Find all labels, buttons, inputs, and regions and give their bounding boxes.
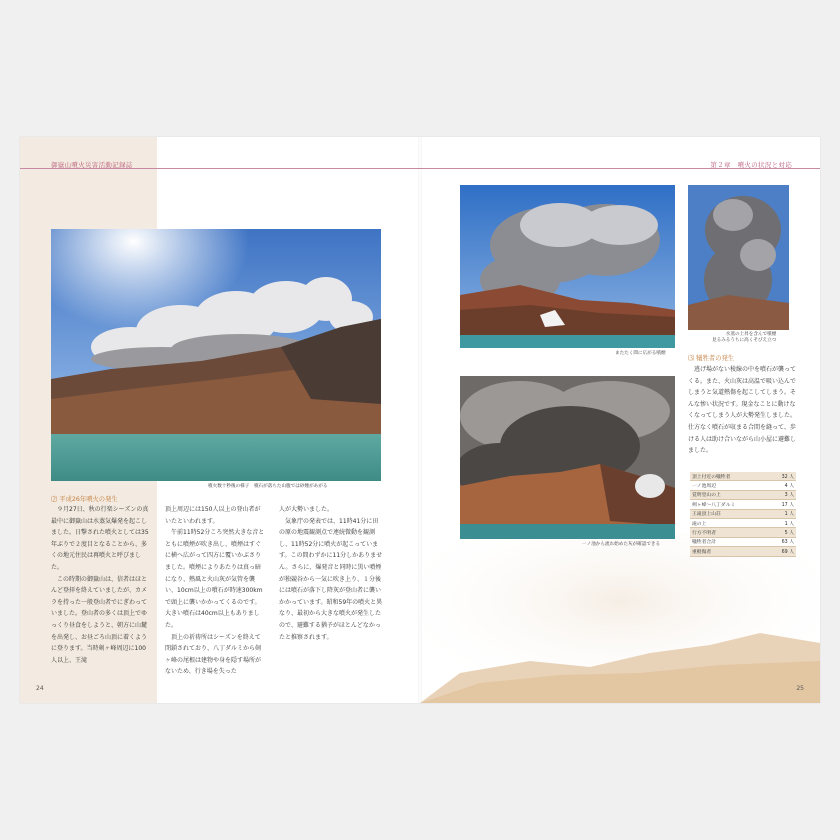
table-cell-value: 3 人 (769, 490, 796, 499)
table-cell-label: 剣ヶ峰～八丁ダルミ (690, 500, 769, 509)
table-cell-label: 覚明堂山の上 (690, 490, 769, 499)
eruption-main-photo (51, 229, 381, 481)
left-page (20, 137, 420, 703)
rising-plume-photo (688, 185, 789, 330)
paragraph: この時期の御嶽山は、信者はほとんど登拝を終えていましたが、カメラを持った一般登山者でにぎわっていました。登山者の多くは頂上でゆっくり昼食をしようと、朝方に山麓を出発し、お昼ごろ山頂に着くように登ります。当時剣ヶ峰周辺に100人以上、王滝 (51, 575, 148, 664)
paragraph: 逃げ場がない稜線の中を噴石が襲ってくる。また、火山灰は高温で吸い込んでしまうと気道熱傷を起こしてしまう。そんな惨い状況です。現金なことに動けなくなってしまう人が大勢発生しました。仕方なく噴石が収まる合間を縫って、歩ける人は助け合いながら山小屋に避難しました。 (688, 366, 797, 455)
running-header-left: 御嶽山噴火災害活動記録誌 (51, 161, 133, 169)
table-cell-value: 17 人 (769, 500, 796, 509)
paragraph: 頂上の祈祷所はシーズンを終えて閉鎖されており、八丁ダルミから剣ヶ峰の尾根は建物や身を隠す場所がないため、行き場を失った (165, 633, 262, 676)
table-cell-label: 頂上付近の犠牲者 (690, 472, 769, 481)
table-row (690, 537, 796, 546)
page-number-right: 25 (796, 685, 804, 692)
table-cell-label: 行方不明者 (690, 528, 769, 537)
casualty-table (690, 472, 796, 557)
section-heading-eruption: ⑵ 平成26年噴火の発生 (51, 496, 118, 503)
page-number-left: 24 (36, 685, 44, 692)
ash-flow-photo (460, 376, 675, 539)
section-heading-victims: ⑶ 犠牲者の発生 (688, 355, 735, 362)
table-cell-value: 5 人 (769, 528, 796, 537)
table-row (690, 547, 796, 556)
paragraph: ９月27日、秋の行楽シーズンの真最中に御嶽山は水蒸気爆発を起こしました。日撃された噴火としては35年ぶりで２度目となることから、多くの地元住民は再噴火と呼びました。 (51, 506, 149, 571)
table-cell-value: 69 人 (769, 547, 796, 556)
table-cell-value: 63 人 (769, 537, 796, 546)
book-spread (20, 137, 820, 703)
table-row (690, 509, 796, 518)
mountain-background-art (420, 533, 820, 703)
body-column-3 (279, 504, 383, 643)
table-cell-label: 犠牲者合計 (690, 537, 769, 546)
table-cell-value: 1 人 (769, 509, 796, 518)
body-column-1 (51, 504, 151, 666)
right-page (420, 137, 820, 703)
paragraph: 人が大勢いました。 (279, 506, 334, 513)
plume-photo-caption: 水蒸の上昇を含んで噴煙 見るみるうちに高くそびえ立つ (712, 332, 777, 343)
table-cell-label: 王滝頂上山荘 (690, 509, 769, 518)
table-cell-value: 1 人 (769, 518, 796, 527)
running-header-right: 第２章 噴火の状況と対応 (710, 161, 792, 169)
table-cell-value: 32 人 (769, 472, 796, 481)
table-row (690, 500, 796, 509)
table-cell-label: 滝の上 (690, 518, 769, 527)
paragraph: 頂上周辺には150人以上の登山者がいたといわれます。 (165, 506, 261, 525)
table-row (690, 518, 796, 527)
paragraph: 気象庁の発表では、11時41分に田の原の地震観測点で連続微動を観測し、11時52分に噴火が起こっています。この間わずかに11分しかありません。さらに、爆発音と同時に黒い噴煙が独競谷から一気に吹き上り、１分後には噴石が落下し降灰が登山者に襲いかかっています。昭和59年の噴火と異なり、最初から大きな噴火が発生したので、避難する猶予がほとんどなかったと推察されます。 (279, 517, 383, 641)
table-cell-value: 4 人 (769, 481, 796, 490)
table-row (690, 490, 796, 499)
eruption-cloud-photo (460, 185, 675, 348)
table-row (690, 528, 796, 537)
table-cell-label: 重軽傷者 (690, 547, 769, 556)
body-column-2 (165, 504, 265, 678)
ash-flow-photo-caption: 一ノ池から流れ始めた灰が確認できる (582, 542, 661, 547)
paragraph: 午前11時52分ころ突然大きな音とともに噴煙が吹き出し、噴煙はすぐに横へ広がって四方に覆いかぶさりました。噴煙によりあたりは真っ暗になり、熱風と火山灰が気管を襲い、10cm以上の噴石が時速300kmで頭上に襲いかかってくるのです。大きい噴石は40cm以上もありました。 (165, 529, 265, 629)
victims-body-text (688, 364, 796, 457)
cloud-photo-caption: またたく間に広がる噴煙 (615, 351, 666, 356)
table-cell-label: 一ノ池周辺 (690, 481, 769, 490)
table-row (690, 472, 796, 481)
main-photo-caption: 噴火数十秒後の様子 噴石が落ちた山腹では砂煙があがる (208, 484, 328, 489)
table-row (690, 481, 796, 490)
